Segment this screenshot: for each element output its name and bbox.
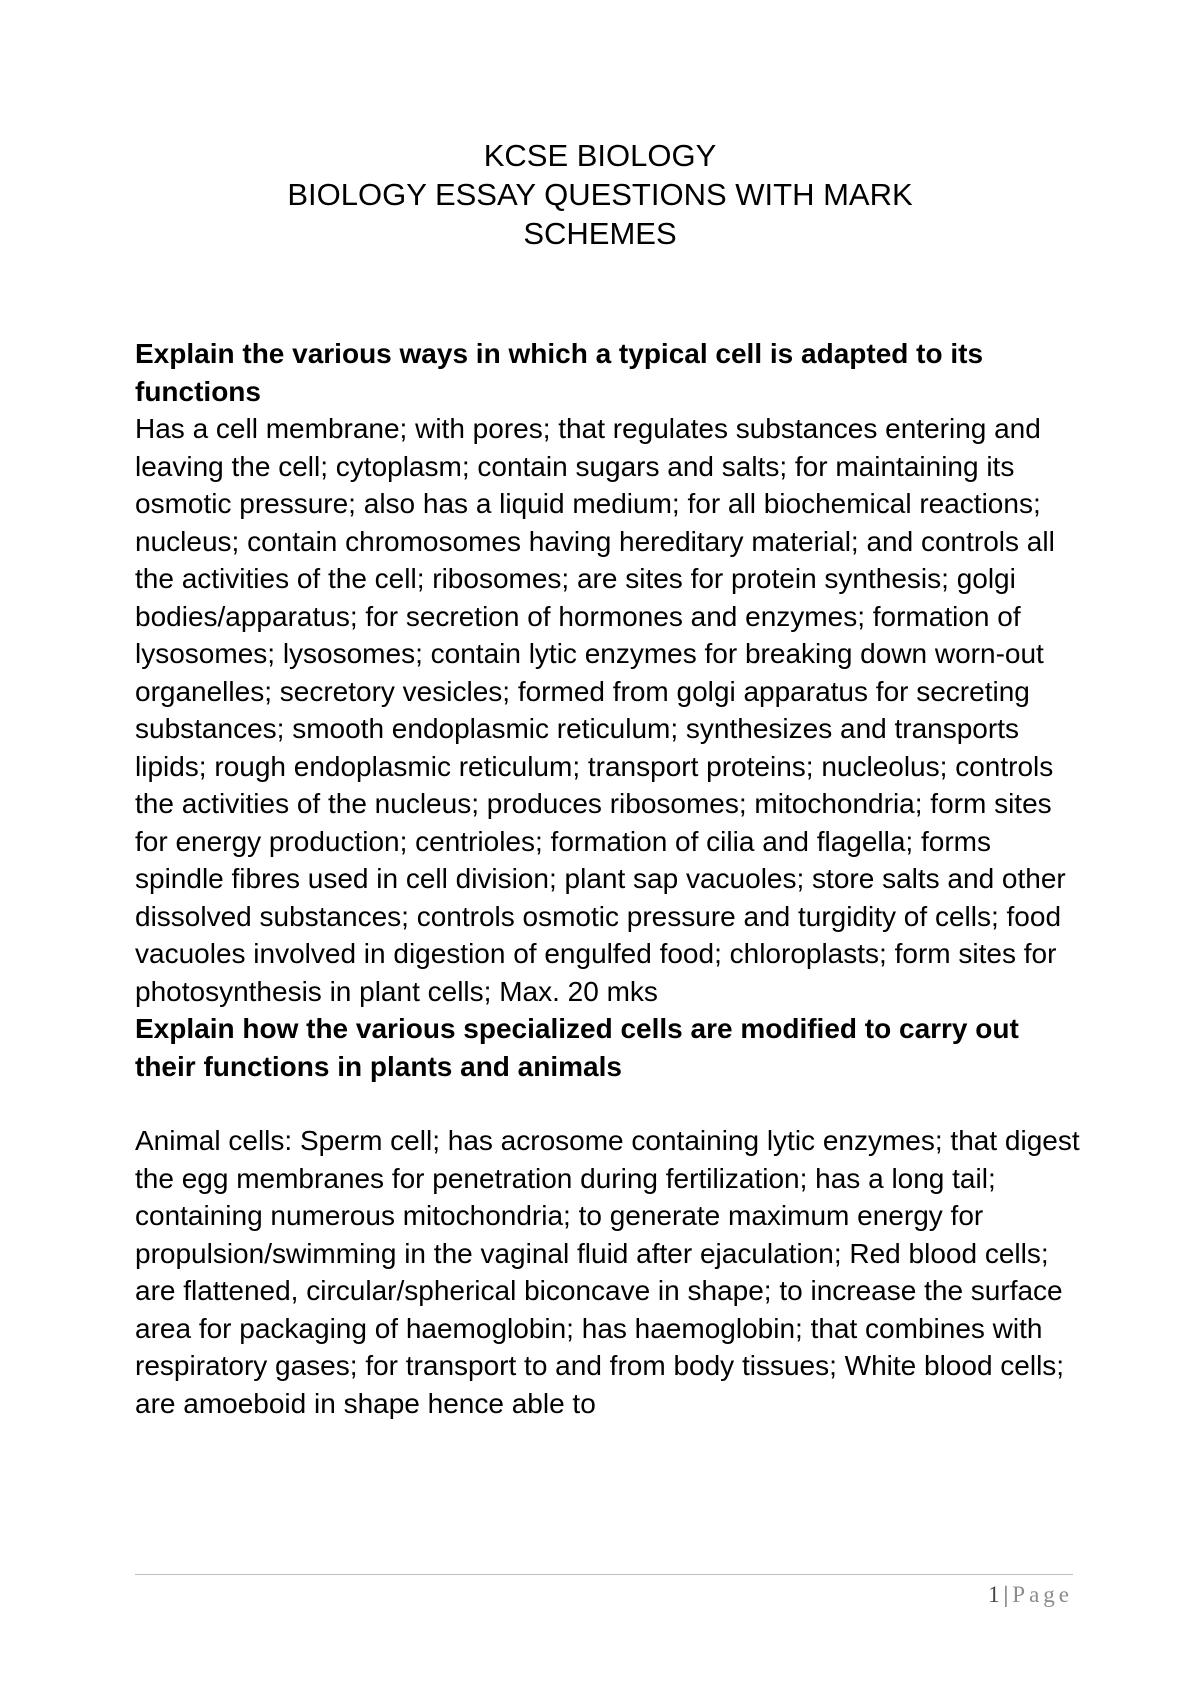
title-line-3: SCHEMES (523, 216, 677, 251)
page-number: 1 (988, 1582, 1000, 1607)
title-line-2: BIOLOGY ESSAY QUESTIONS WITH MARK (287, 177, 913, 212)
footer-divider (135, 1574, 1073, 1575)
answer-paragraph-1: Has a cell membrane; with pores; that regulates substances entering and leaving the cell; cytoplasm; contain sugars and salts; for maintaining its osmotic pressure; also has a liquid medium; for all biochemical reactions; nucleus; contain chromosomes having hereditary material; and controls all the activities of the cell; ribosomes; are sites for protein synthesis; golgi bodies/apparatus; for secretion of hormones and enzymes; formation of lysosomes; lysosomes; contain lytic enzymes for breaking down worn-out organelles; secretory vesicles; formed from golgi apparatus for secreting substances; smooth endoplasmic reticulum; synthesizes and transports lipids; rough endoplasmic reticulum; transport proteins; nucleolus; controls the activities of the nucleus; produces ribosomes; mitochondria; form sites for energy production; centrioles; formation of cilia and flagella; forms spindle fibres used in cell division; plant sap vacuoles; store salts and other dissolved substances; controls osmotic pressure and turgidity of cells; food vacuoles involved in digestion of engulfed food; chloroplasts; form sites for photosynthesis in plant cells; Max. 20 mks (135, 413, 1066, 1007)
document-title (0, 136, 1200, 253)
document-body (135, 335, 1085, 1422)
question-heading-1: Explain the various ways in which a typical cell is adapted to its functions (135, 338, 984, 407)
paragraph-spacer (135, 1085, 1085, 1122)
answer-paragraph-2: Animal cells: Sperm cell; has acrosome containing lytic enzymes; that digest the egg membranes for penetration during fertilization; has a long tail; containing numerous mitochondria; to generate maximum energy for propulsion/swimming in the vaginal fluid after ejaculation; Red blood cells; are flattened, circular/spherical biconcave in shape; to increase the surface area for packaging of haemoglobin; has haemoglobin; that combines with respiratory gases; for transport to and from body tissues; White blood cells; are amoeboid in shape hence able to (135, 1125, 1080, 1419)
page-footer (988, 1582, 1073, 1608)
question-heading-2: Explain how the various specialized cells are modified to carry out their functions in plants and animals (135, 1013, 1019, 1082)
title-line-1: KCSE BIOLOGY (483, 138, 717, 173)
page-label: Page (1012, 1582, 1073, 1607)
footer-separator: | (1003, 1582, 1009, 1607)
